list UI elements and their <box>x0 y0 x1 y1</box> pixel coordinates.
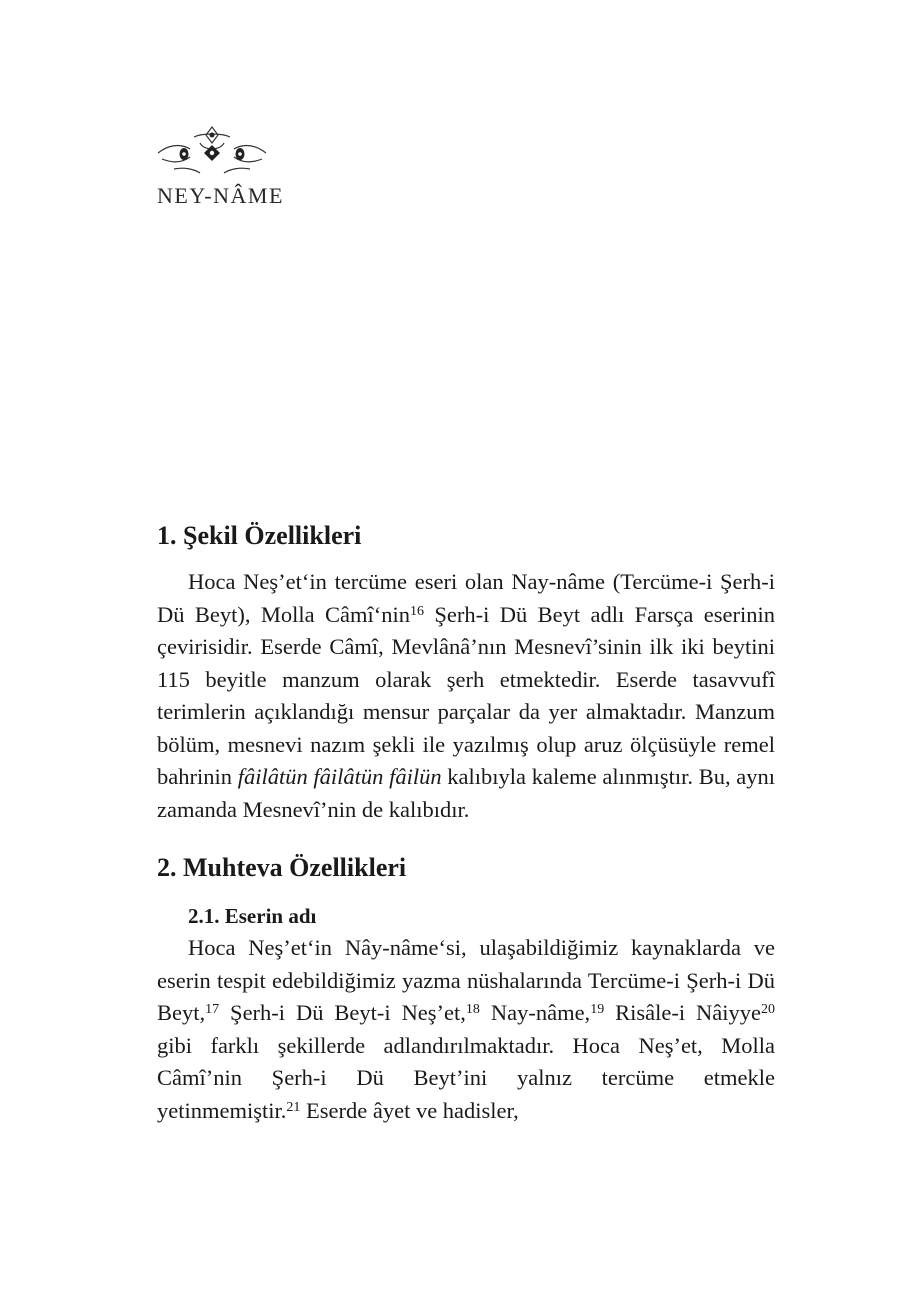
section-title: 2. Muhteva Özellikleri <box>157 853 407 882</box>
text-run: kalıbıyla kaleme alınmıştır. Bu, aynı zamanda Mesnevî’nin de kalıbıdır. <box>157 764 776 822</box>
footnote-ref: 20 <box>761 1002 776 1017</box>
body-paragraph <box>157 566 775 826</box>
text-run: Risâle-i Nâiyye <box>604 1000 762 1025</box>
text-run: Şerh-i Dü Beyt-i Neş’et, <box>219 1000 466 1025</box>
text-run: Hoca Neş’et‘in tercüme eseri olan Nay-nâme (Tercüme-i Şerh-i Dü Beyt), Molla Câmî‘nin <box>157 569 775 627</box>
subsection-title: 2.1. Eserin adı <box>188 904 317 928</box>
footnote-ref: 16 <box>410 603 425 619</box>
main-text <box>157 516 775 1127</box>
running-title: NEY-NÂME <box>157 183 284 208</box>
footnote-ref: 18 <box>465 1002 480 1017</box>
footnote-ref: 21 <box>286 1099 301 1115</box>
meter-pattern: fâilâtün fâilâtün fâilün <box>237 764 442 789</box>
body-paragraph <box>157 932 775 1127</box>
footnote-ref: 17 <box>205 1002 220 1017</box>
floral-ornament-icon <box>154 123 270 175</box>
text-run: Hoca Neş’et‘in Nây-nâme‘si, ulaşabildiğimiz kaynaklarda ve eserin tespit edebildiğimiz yazma nüshalarında Tercüme-i Şerh-i Dü Beyt, <box>157 935 775 1025</box>
section-title: 1. Şekil Özellikleri <box>157 521 362 550</box>
text-run: gibi farklı şekillerde adlandırılmaktadır. Hoca Neş’et, Molla Câmî’nin Şerh-i Dü Beyt’ini yalnız tercüme etmekle yetinmemiştir. <box>157 1032 775 1123</box>
text-run: Şerh-i Dü Beyt adlı Farsça eserinin çevirisidir. Eserde Câmî, Mevlânâ’nın Mesnevî’sinin ilk iki beytini 115 beyitle manzum olarak şerh etmektedir. Eserde tasavvufî terimlerin açıklandığı mensur parçalar da yer almaktadır. Manzum bölüm, mesnevi nazım şekli ile yazılmış olup aruz ölçüsüyle remel bahrinin <box>157 601 775 789</box>
footnote-ref: 19 <box>590 1002 605 1017</box>
text-run: Nay-nâme, <box>479 1000 591 1025</box>
text-run: Eserde âyet ve hadisler, <box>300 1097 519 1123</box>
